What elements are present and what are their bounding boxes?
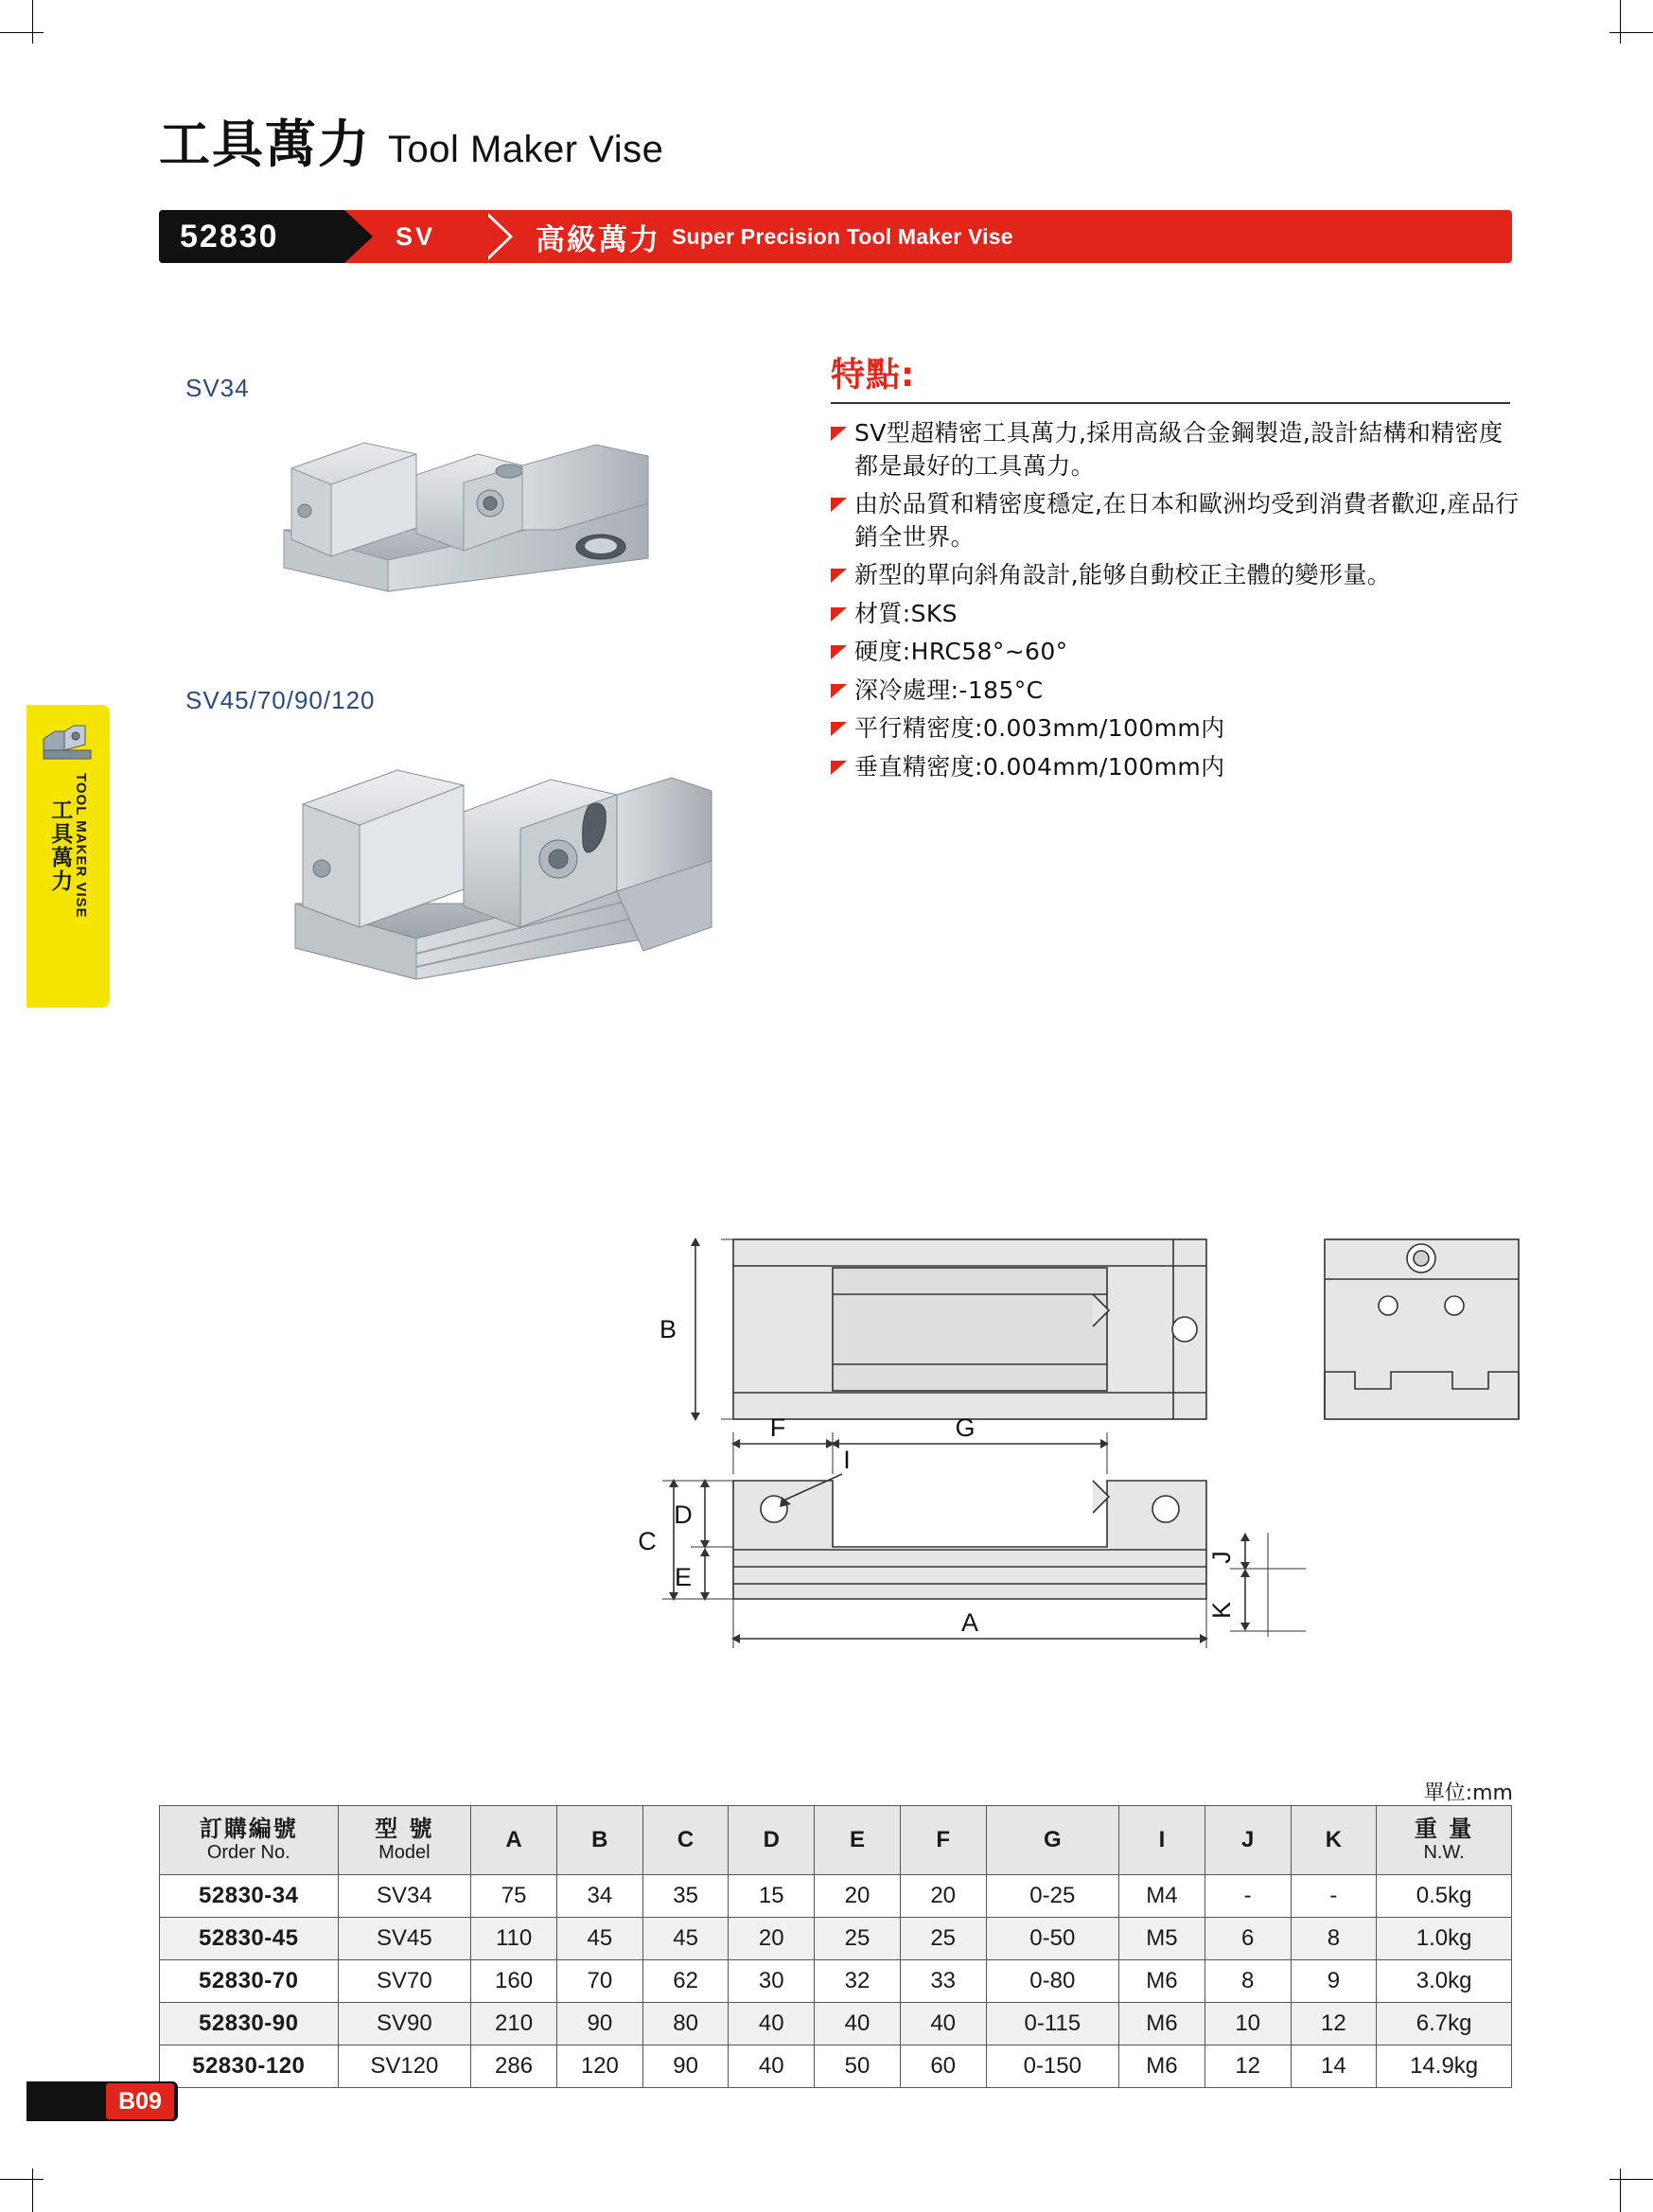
cell-order-no: 52830-70 [160, 1960, 339, 2003]
th-model-cn: 型 號 [375, 1815, 434, 1842]
th-f: F [900, 1806, 986, 1875]
cell-k: 14 [1291, 2045, 1377, 2088]
feature-text: 平行精密度:0.003mm/100mm内 [854, 714, 1225, 742]
product-banner [159, 210, 1512, 263]
dim-label-k: K [1207, 1601, 1236, 1620]
cell-weight: 6.7kg [1377, 2003, 1512, 2045]
page-title-en: Tool Maker Vise [388, 129, 664, 170]
cell-a: 210 [471, 2003, 557, 2045]
vise-icon [40, 722, 97, 764]
cell-weight: 0.5kg [1377, 1875, 1512, 1918]
technical-drawing [0, 1220, 1653, 1788]
th-order-no-cn: 訂購編號 [199, 1815, 298, 1842]
triangle-bullet-icon [831, 498, 847, 512]
crop-mark-top-right-h [1609, 32, 1653, 33]
th-k: K [1291, 1806, 1377, 1875]
cell-g: 0-80 [986, 1960, 1119, 2003]
crop-mark-bottom-left [32, 2168, 33, 2212]
th-weight [1377, 1806, 1512, 1875]
crop-mark-top-left [32, 0, 33, 44]
feature-item [831, 675, 1521, 708]
cell-e: 50 [815, 2045, 901, 2088]
banner-series-arrow-icon [488, 213, 513, 260]
cell-b: 45 [556, 1918, 642, 1960]
cell-order-no: 52830-120 [160, 2045, 339, 2088]
cell-f: 40 [900, 2003, 986, 2045]
feature-text: 硬度:HRC58°~60° [854, 638, 1068, 665]
cell-f: 25 [900, 1918, 986, 1960]
cell-a: 75 [471, 1875, 557, 1918]
cell-c: 45 [642, 1918, 729, 1960]
feature-item [831, 488, 1521, 553]
page-number: B09 [106, 2083, 174, 2119]
crop-mark-bottom-right-h [1609, 2179, 1653, 2180]
cell-k: - [1291, 1875, 1377, 1918]
cell-f: 60 [900, 2045, 986, 2088]
cell-i: M5 [1119, 1918, 1205, 1960]
th-i: I [1119, 1806, 1205, 1875]
feature-item [831, 559, 1521, 592]
cell-g: 0-115 [986, 2003, 1119, 2045]
cell-a: 160 [471, 1960, 557, 2003]
dim-label-f: F [769, 1413, 786, 1442]
cell-b: 34 [556, 1875, 642, 1918]
cell-d: 20 [729, 1918, 815, 1960]
cell-order-no: 52830-34 [160, 1875, 339, 1918]
feature-text: 材質:SKS [854, 599, 958, 627]
product-photo-sv34 [274, 416, 672, 620]
cell-d: 15 [729, 1875, 815, 1918]
cell-i: M4 [1119, 1875, 1205, 1918]
cell-e: 25 [815, 1918, 901, 1960]
cell-model: SV45 [338, 1918, 471, 1960]
cell-b: 120 [556, 2045, 642, 2088]
crop-mark-bottom-left-h [0, 2179, 44, 2180]
cell-model: SV90 [338, 2003, 471, 2045]
cell-d: 40 [729, 2003, 815, 2045]
triangle-bullet-icon [831, 761, 847, 775]
banner-description [536, 210, 1013, 263]
side-tab-label-en: TOOL MAKER VISE [72, 773, 89, 919]
product-photo-sv-series [284, 738, 729, 1012]
cell-g: 0-50 [986, 1918, 1119, 1960]
crop-mark-top-left-h [0, 32, 44, 33]
crop-mark-bottom-right [1620, 2168, 1621, 2212]
cell-c: 90 [642, 2045, 729, 2088]
dim-label-b: B [659, 1315, 677, 1343]
cell-d: 30 [729, 1960, 815, 2003]
banner-product-code: 52830 [159, 210, 344, 263]
banner-series-label: SV [396, 221, 436, 251]
cell-j: 6 [1205, 1918, 1291, 1960]
product-label-sv-series: SV45/70/90/120 [185, 686, 376, 714]
cell-i: M6 [1119, 2003, 1205, 2045]
table-row [160, 2003, 1512, 2045]
cell-k: 12 [1291, 2003, 1377, 2045]
th-order-no-en: Order No. [206, 1842, 290, 1864]
table-row [160, 2045, 1512, 2088]
cell-i: M6 [1119, 2045, 1205, 2088]
th-weight-en: N.W. [1423, 1842, 1465, 1864]
cell-b: 70 [556, 1960, 642, 2003]
cell-j: - [1205, 1875, 1291, 1918]
feature-item [831, 751, 1521, 784]
section-side-tab [26, 705, 110, 1008]
cell-j: 12 [1205, 2045, 1291, 2088]
feature-text: 垂直精密度:0.004mm/100mm内 [854, 752, 1225, 781]
triangle-bullet-icon [831, 427, 847, 441]
cell-c: 80 [642, 2003, 729, 2045]
dim-label-a: A [960, 1608, 979, 1637]
cell-j: 10 [1205, 2003, 1291, 2045]
features-section [831, 348, 1521, 789]
th-model-en: Model [378, 1842, 431, 1864]
th-model [338, 1806, 471, 1875]
dim-label-g: G [955, 1413, 976, 1442]
side-tab-label [26, 773, 110, 919]
page-title-cn: 工具萬力 [159, 114, 371, 174]
triangle-bullet-icon [831, 684, 847, 698]
triangle-bullet-icon [831, 569, 847, 583]
th-g: G [986, 1806, 1119, 1875]
cell-model: SV34 [338, 1875, 471, 1918]
cell-weight: 14.9kg [1377, 2045, 1512, 2088]
table-row [160, 1918, 1512, 1960]
table-row [160, 1875, 1512, 1918]
features-divider [831, 402, 1510, 404]
table-header-row [160, 1806, 1512, 1875]
cell-e: 20 [815, 1875, 901, 1918]
cell-b: 90 [556, 2003, 642, 2045]
th-d: D [729, 1806, 815, 1875]
cell-c: 62 [642, 1960, 729, 2003]
th-j: J [1205, 1806, 1291, 1875]
crop-mark-top-right [1620, 0, 1621, 44]
banner-code-arrow-icon [344, 210, 373, 263]
page-title [159, 104, 663, 177]
feature-item [831, 712, 1521, 746]
product-label-sv34: SV34 [185, 374, 250, 402]
cell-j: 8 [1205, 1960, 1291, 2003]
feature-item [831, 598, 1521, 631]
banner-description-en: Super Precision Tool Maker Vise [672, 223, 1013, 249]
cell-k: 8 [1291, 1918, 1377, 1960]
banner-description-cn: 高級萬力 [536, 222, 660, 257]
dim-label-i: I [843, 1446, 851, 1474]
cell-a: 286 [471, 2045, 557, 2088]
triangle-bullet-icon [831, 645, 847, 659]
triangle-bullet-icon [831, 607, 847, 622]
feature-item [831, 636, 1521, 669]
dim-label-j: J [1207, 1551, 1236, 1564]
th-order-no [160, 1806, 339, 1875]
dim-label-c: C [638, 1527, 657, 1555]
cell-d: 40 [729, 2045, 815, 2088]
cell-weight: 1.0kg [1377, 1918, 1512, 1960]
cell-model: SV120 [338, 2045, 471, 2088]
unit-note: 單位:mm [1423, 1782, 1513, 1805]
cell-order-no: 52830-45 [160, 1918, 339, 1960]
cell-order-no: 52830-90 [160, 2003, 339, 2045]
cell-g: 0-25 [986, 1875, 1119, 1918]
th-a: A [471, 1806, 557, 1875]
feature-text: 由於品質和精密度穩定,在日本和歐洲均受到消費者歡迎,産品行銷全世界。 [854, 490, 1520, 551]
feature-text: 新型的單向斜角設計,能够自動校正主體的變形量。 [854, 561, 1392, 588]
th-b: B [556, 1806, 642, 1875]
features-title: 特點: [831, 356, 916, 395]
specification-table [159, 1805, 1512, 2088]
dim-label-d: D [674, 1501, 693, 1529]
th-weight-cn: 重 量 [1414, 1815, 1474, 1842]
cell-a: 110 [471, 1918, 557, 1960]
cell-i: M6 [1119, 1960, 1205, 2003]
th-e: E [815, 1806, 901, 1875]
cell-e: 40 [815, 2003, 901, 2045]
cell-g: 0-150 [986, 2045, 1119, 2088]
feature-item [831, 417, 1521, 483]
feature-text: 深冷處理:-185°C [854, 676, 1044, 704]
feature-text: SV型超精密工具萬力,採用高級合金鋼製造,設計結構和精密度都是最好的工具萬力。 [854, 419, 1504, 480]
table-row [160, 1960, 1512, 2003]
cell-f: 20 [900, 1875, 986, 1918]
th-c: C [642, 1806, 729, 1875]
dim-label-e: E [674, 1563, 693, 1591]
cell-e: 32 [815, 1960, 901, 2003]
cell-c: 35 [642, 1875, 729, 1918]
cell-k: 9 [1291, 1960, 1377, 2003]
triangle-bullet-icon [831, 722, 847, 736]
side-tab-label-cn: 工具萬力 [47, 798, 73, 893]
cell-f: 33 [900, 1960, 986, 2003]
cell-model: SV70 [338, 1960, 471, 2003]
cell-weight: 3.0kg [1377, 1960, 1512, 2003]
